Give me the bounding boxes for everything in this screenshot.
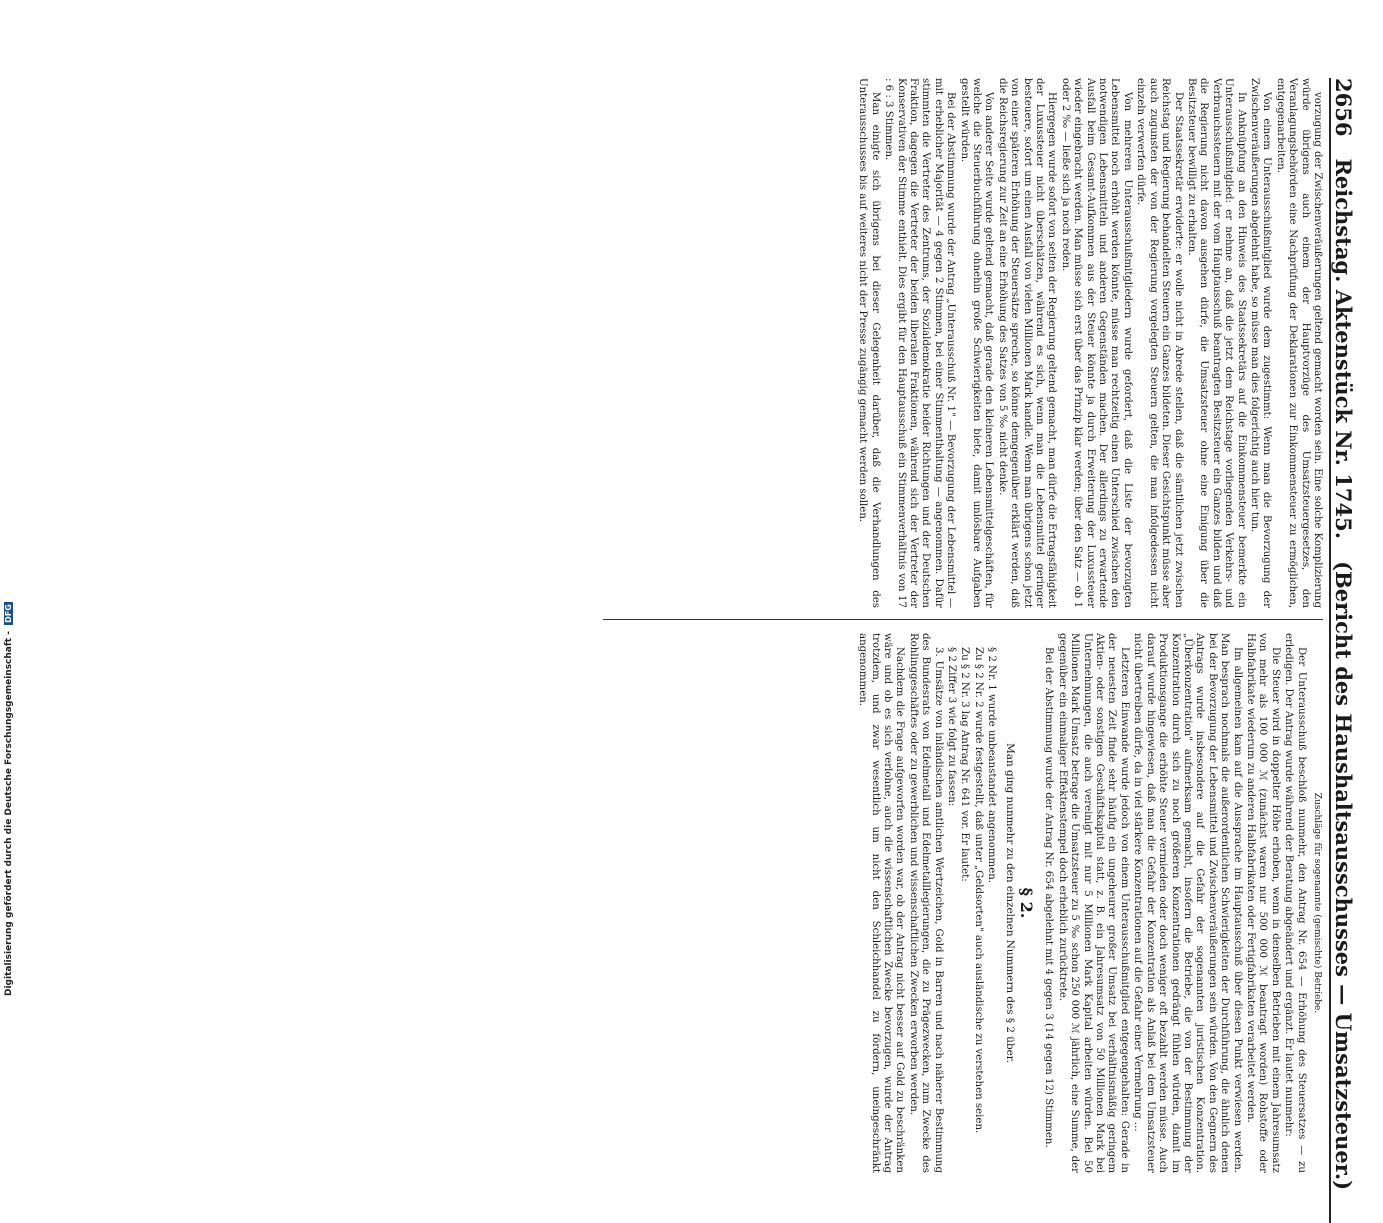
section-item: § 2 Nr. 1 wurde unbeanstandet angenommen. <box>986 647 998 884</box>
paragraph: Von einem Unterausschußmitglied wurde dem zugestimmt: Wenn man die Bevorzugung der Zwischenveräußerungen abgelehnt habe, so müsse man dies folgerichtig auch hier tun. <box>1248 78 1273 608</box>
paragraph: Hiergegen wurde sofort von seiten der Regierung geltend gemacht, man dürfe die Ertragsfähigkeit der Luxussteuer nicht überschätzen, während es sich, wenn man die Lebensmittel geringer besteuere, sofort um einen Ausfall von vielen Millionen Mark handle. Wenn man übrigens schon jetzt von einer späteren Erhöhung der Steuersätze spreche, so könne demgegenüber erklärt werden, daß die Reichsregierung zur Zeit an eine Erhöhung des Satzes von 5 ‰ nicht denke. <box>996 78 1058 608</box>
paragraph: Der Unterausschuß beschloß nunmehr, den Antrag Nr. 654 — Erhöhung des Steuersatzes — zu erledigen. Der Antrag wurde während der Beratung abgeändert und ergänzt. Er lautet nunmehr: <box>1283 633 1307 1173</box>
paragraph: Bei der Abstimmung wurde der Antrag „Unterausschuß Nr. 1" — Bevorzugung der Lebensmittel — mit erheblicher Majorität — 4 gegen 2 Stimmen, bei einer Stimmenthaltung — angenommen. Dafür stimmten die Vertreter des Zentrums, der Sozialdemokratie beider Richtungen und der Deutschen Fraktion, dagegen die Vertreter der beiden liberalen Fraktionen, während sich der Vertreter der Konservativen der Stimme enthielt. Dies ergibt für den Hauptausschuß ein Stimmenverhältnis von 17 : 6 : 3 Stimmen. <box>883 78 957 608</box>
margin-note-text: Digitalisierung gefördert durch die Deutsche Forschungsgemeinschaft - <box>4 631 14 996</box>
page-subtitle: (Bericht des Haushaltsausschusses — Umsatzsteuer.) <box>1331 561 1356 1191</box>
right-paragraphs <box>1042 633 1307 1173</box>
paragraph: Bei der Abstimmung wurde der Antrag Nr. 654 abgelehnt mit 4 gegen 3 (14 gegen 12) Stimmen. <box>1043 647 1055 1148</box>
paragraph: Von mehreren Unterausschußmitgliedern wurde gefordert, daß die Liste der bevorzugten Lebensmittel noch erhöht werden könnte, müsse man rechtzeitig einen Unterschied zwischen den notwendigen Lebensmitteln und anderen Gegenständen machen. Der allerdings zu erwartende Ausfall beim Gesamt-Aufkommen aus der Steuer könnte ja durch Erweiterung der Luxussteuer wieder eingebracht werden. Man müsse sich erst über das Prinzip klar werden; über den Satz — ob 1 oder 2 ‰ — ließe sich ja noch reden. <box>1059 78 1133 608</box>
paragraph: Die Steuer wird in doppelter Höhe erhoben, wenn in denselben Betrieben mit einem Jahresumsatz von mehr als 100 000 ℳ (zunächst waren nur 500 000 ℳ beantragt worden) Rohstoffe oder Halbfabrikate wiederum zu anderen Halbfabrikaten oder Fertigfabrikaten verarbeitet werden. <box>1244 633 1281 1173</box>
paragraph: Im allgemeinen kam auf die Aussprache im Hauptausschuß über diesen Punkt verwiesen werden. Man besprach nochmals die außerordentlichen Schwierigkeiten der Durchführung, die ähnlich denen bei der Bevorzugung der Lebensmittel und Zwischenveräußerungen sein würden. Von den Gegnern des Antrags wurde insbesondere auf die Gefahr der sogenannten juristischen Konzentration. „Überkonzentration" aufmerksam gemacht, insofern die Betriebe, die von der Bestimmung der Konzentration durch sich zu noch größeren Konzentrationen gedrängt fühlen würden, damit im Produktionsgange die erhöhte Steuer vermieden oder doch weniger oft bezahlt werden müsse. Auch darauf wurde hingewiesen, daß man die Gefahr der Konzentration als Anlaß bei dem Umsatzsteuer nicht übertreiben dürfe, da in viel stärkere Konzentrationen auf die Gefahr einer Vermehrung ... <box>1132 633 1243 1173</box>
paragraph: Von anderer Seite wurde geltend gemacht, daß gerade den kleineren Lebensmittelgeschäften, für welche die Steuerbuchführung ohnehin große Schwierigkeiten biete, damit unlösbare Aufgaben gestellt würden. <box>958 78 995 608</box>
section-items <box>856 633 997 1173</box>
margin-note <box>4 396 16 996</box>
section-item: Nachdem die Frage aufgeworfen worden war, ob der Antrag nicht besser auf Gold zu beschränken wäre und ob es sich verlohne, auch die wissenschaftlichen Zwecke bevorzugen, wurde der Antrag trotzdem, und zwar wesentlich um nicht den Schleichhandel zu fördern, uneingeschränkt angenommen. <box>857 633 906 1173</box>
footnote-title: Zuschläge für sogenannte (gemischte) Betriebe. <box>1312 792 1322 1014</box>
section-intro: Man ging nunmehr zu den einzelnen Nummern des § 2 über. <box>1003 743 1016 1063</box>
left-column <box>323 78 1323 608</box>
section-item: Zu § 2 Nr. 2 wurde festgestellt, daß unter „Geldsorten" auch ausländische zu verstehen seien. <box>972 647 984 1134</box>
section-number: § 2. <box>1017 887 1037 919</box>
section-item: 3. Umsätze von inländischen amtlichen Wertzeichen, Gold in Barren und nach näherer Bestimmung des Bundesrats von Edelmetall und Edelmetalllegierungen, die zu Prägezwecken, zum Zwecke des Rohlinggeschäftes oder zu gewerblichen und wissenschaftlichen Zwecken erworben werden. <box>907 633 944 1173</box>
section-item: Zu § 2 Nr. 3 lag Antrag Nr. 641 vor. Er lautet: <box>959 647 971 882</box>
paragraph: Man einigte sich übrigens bei dieser Gelegenheit darüber, daß die Verhandlungen des Unterausschusses bis auf weiteres nicht der Presse zugängig gemacht werden sollen. <box>857 78 881 608</box>
page-header-rotated <box>1329 78 1367 1223</box>
right-column <box>323 633 1323 1173</box>
paragraph: Letzteren Einwande wurde jedoch von einem Unterausschußmitglied entgegengehalten: Gerade in der neuesten Zeit finde sehr häufig ein ungeheurer großer Umsatz bei verhältnismäßig geringem Aktien- oder sonstigen Geschäftskapital statt, z. B. ein Jahresumsatz von 50 Millionen Mark bei Unternehmungen, die auch vereinigt mit nur 5 Millionen Mark Kapital arbeiten würden. Bei 50 Millionen Mark Umsatz betrage die Umsatzsteuer zu 5 ‰ schon 250 000 ℳ jährlich, eine Summe, der gegenüber ein einmaliger Effektenstempel doch erheblich zurücktrete. <box>1056 633 1130 1173</box>
paragraph: vorzugung der Zwischenveräußerungen geltend gemacht worden sein. Eine solche Komplizierung würde übrigens auch einem der Hauptvorzüge des Umsatzsteuergesetzes, den Veranlagungsbehörden eine Nachprüfung der Deklarationen zur Einkommensteuer zu ermöglichen, entgegenarbeiten. <box>1274 78 1323 608</box>
dfg-logo: DFG <box>4 604 13 623</box>
paragraph: In Anknüpfung an den Hinweis des Staatssekretärs auf die Einkommensteuer bemerkte ein Unterausschußmitglied: er nehme an, daß die jetzt dem Reichstage vorliegenden Verkehrs- und Verbrauchssteuern mit der vom Hauptausschuß beantragten Besitzsteuer ein Ganzes bilden und daß die Regierung nicht davon ausgehen dürfe, die Umsatzsteuer ohne eine Einigung über die Besitzsteuer bewilligt zu erhalten. <box>1185 78 1247 608</box>
page-number: 2656 <box>1331 78 1356 137</box>
page-title: Reichstag. Aktenstück Nr. 1745. <box>1331 158 1356 540</box>
section-item: § 2 Ziffer 3 wie folgt zu fassen: <box>946 647 958 807</box>
paragraph: Der Staatssekretär erwiderte: er wolle nicht in Abrede stellen, daß die sämtlichen jetzt zwischen Reichstag und Regierung behandelten Steuern ein Ganzes bildeten. Dieser Gesichtspunkt müsse aber auch zugunsten der von der Regierung vorgelegten Steuern gelten, die man infolgedessen nicht einzeln verwerfen dürfe. <box>1135 78 1184 608</box>
column-divider <box>603 619 1323 620</box>
